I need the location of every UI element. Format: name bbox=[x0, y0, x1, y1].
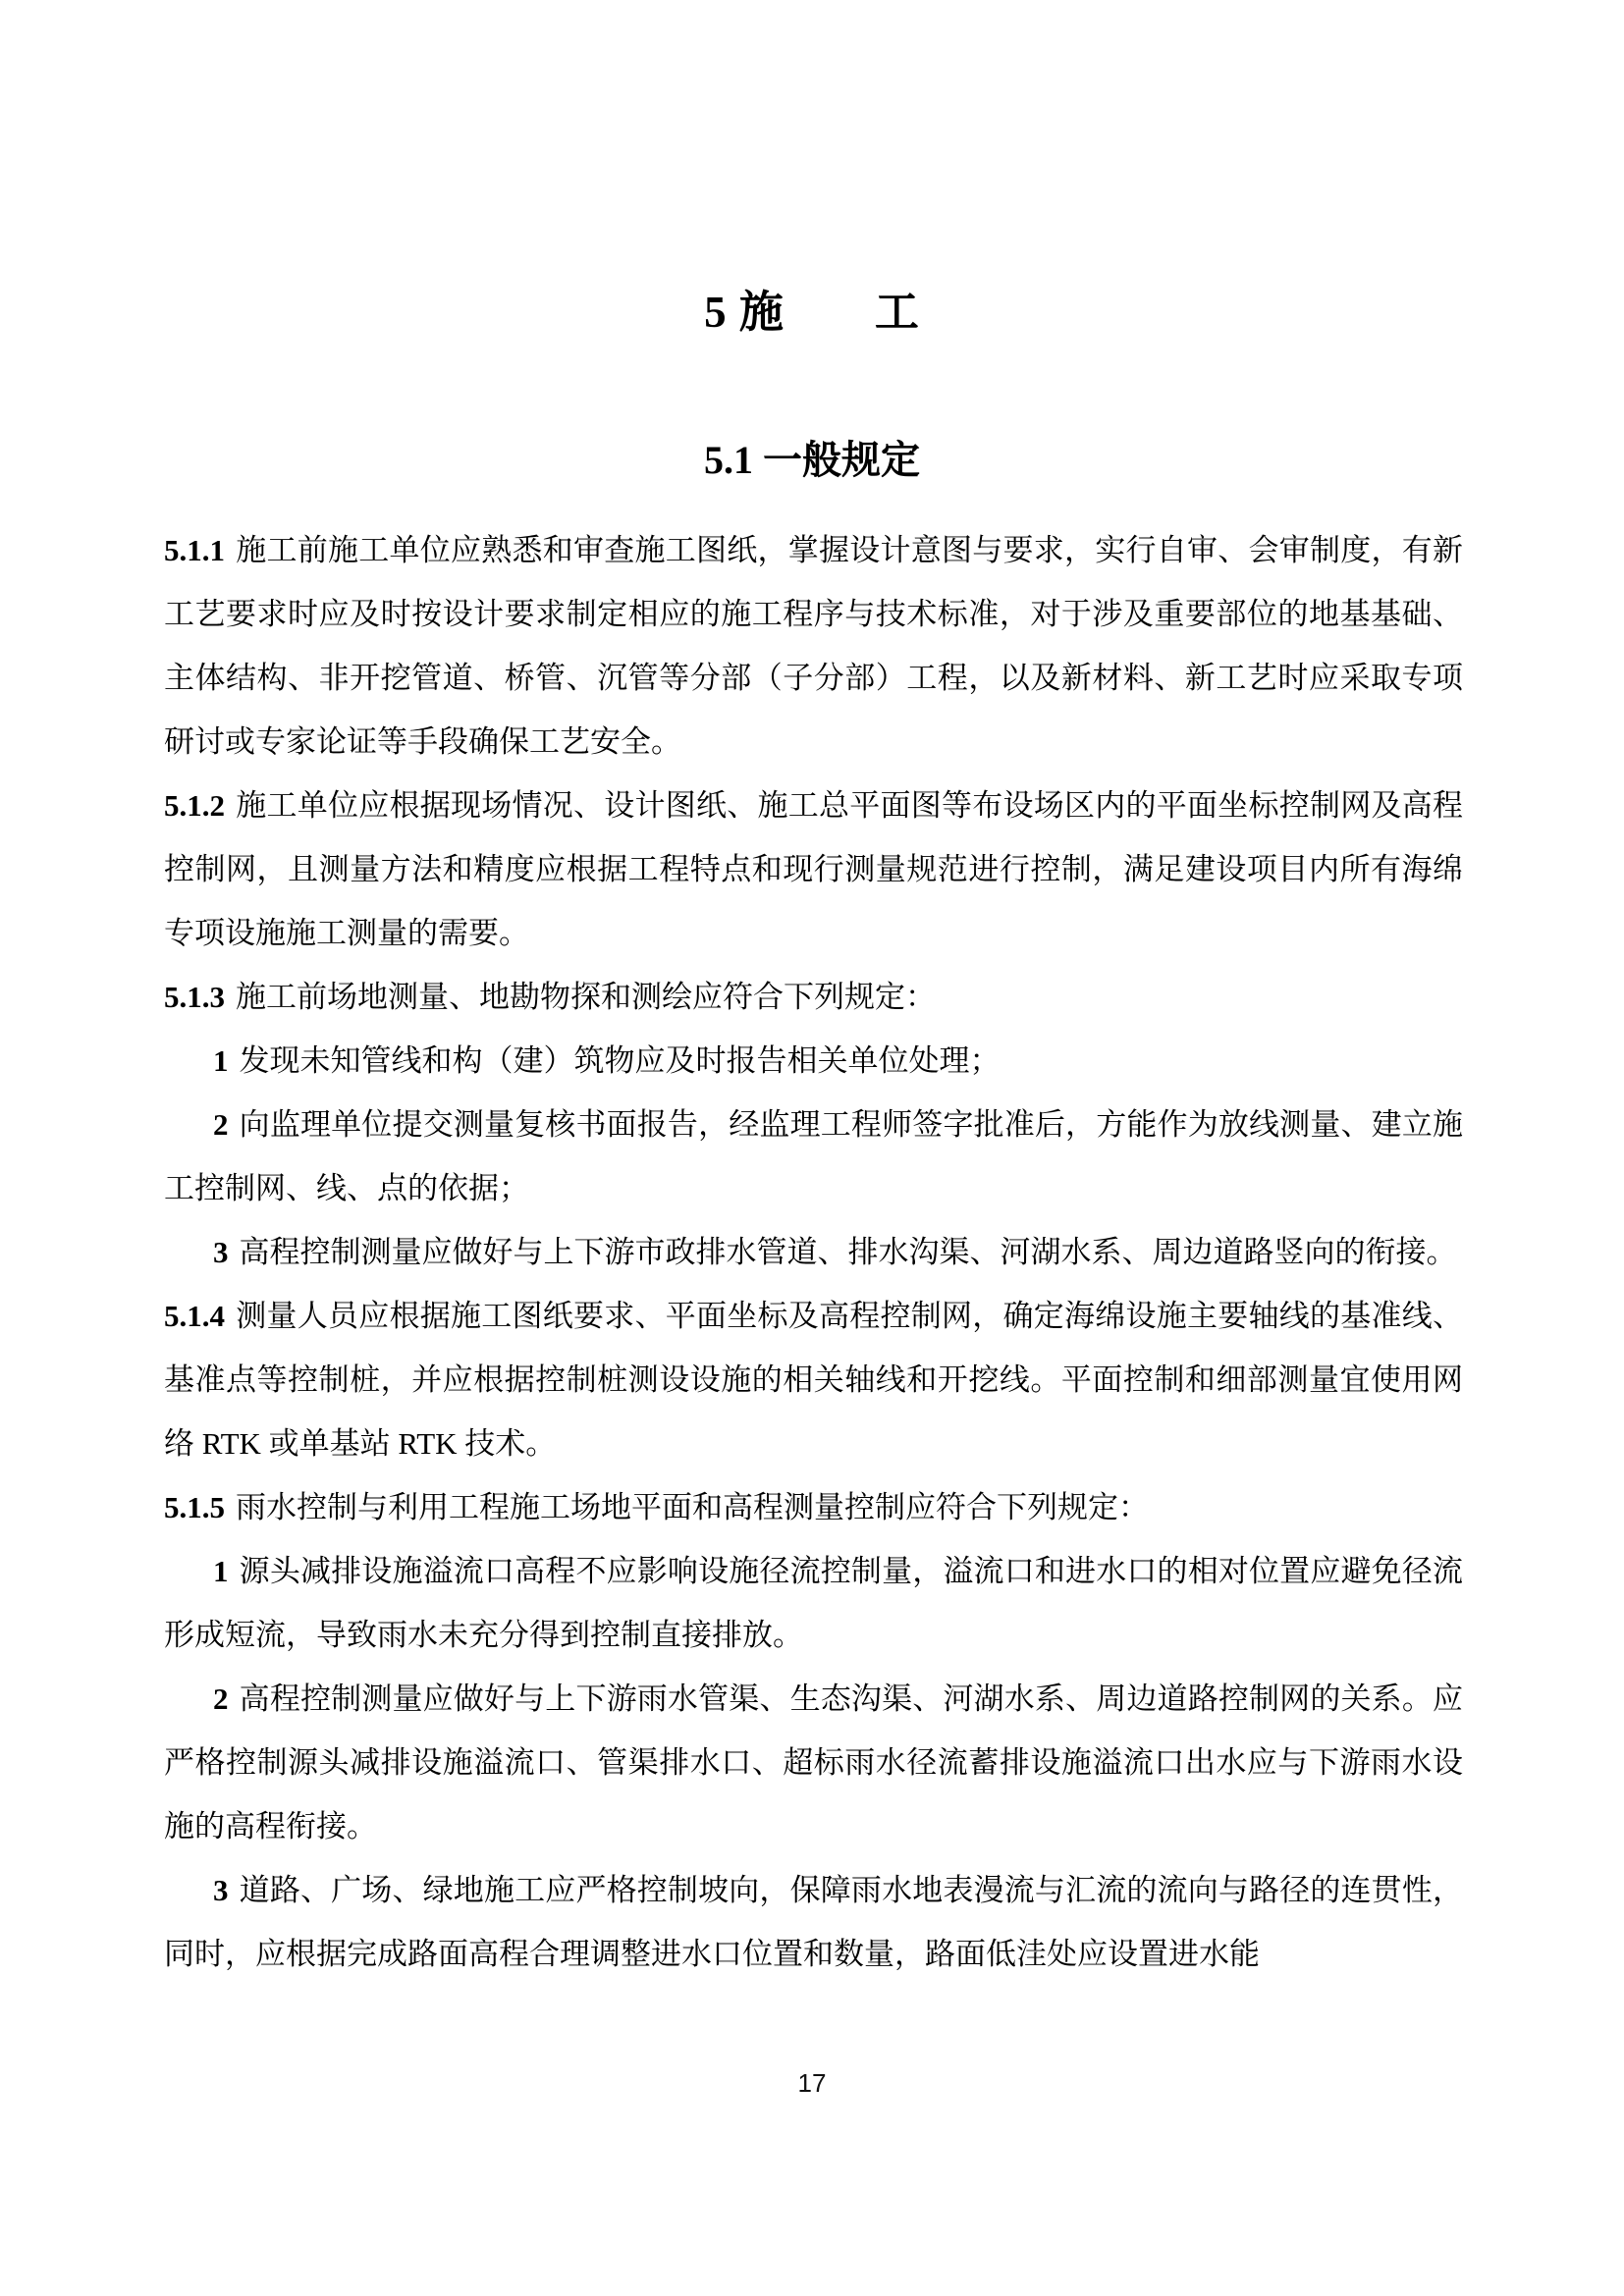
clause-number: 5.1.5 bbox=[164, 1490, 225, 1524]
clause-5-1-5 bbox=[164, 1475, 1463, 1539]
clause-number: 5.1.2 bbox=[164, 788, 225, 823]
clause-5-1-2 bbox=[164, 774, 1463, 965]
item-number: 2 bbox=[213, 1682, 229, 1716]
list-item-2 bbox=[164, 1667, 1463, 1858]
list-item-3 bbox=[164, 1858, 1463, 1986]
clause-text: 施工前场地测量、地勘物探和测绘应符合下列规定： bbox=[236, 980, 936, 1014]
clause-number: 5.1.3 bbox=[164, 980, 225, 1014]
body-text bbox=[164, 518, 1463, 1986]
clause-text: 测量人员应根据施工图纸要求、平面坐标及高程控制网，确定海绵设施主要轴线的基准线、基准点等控制桩，并应根据控制桩测设设施的相关轴线和开挖线。平面控制和细部测量宜使用网络 RTK 或单基站 RTK 技术。 bbox=[164, 1299, 1463, 1461]
clause-text: 施工单位应根据现场情况、设计图纸、施工总平面图等布设场区内的平面坐标控制网及高程控制网，且测量方法和精度应根据工程特点和现行测量规范进行控制，满足建设项目内所有海绵专项设施施工测量的需要。 bbox=[164, 788, 1463, 950]
page-number: 17 bbox=[797, 2068, 827, 2098]
item-text: 源头减排设施溢流口高程不应影响设施径流控制量，溢流口和进水口的相对位置应避免径流形成短流，导致雨水未充分得到控制直接排放。 bbox=[164, 1554, 1463, 1652]
item-text: 高程控制测量应做好与上下游雨水管渠、生态沟渠、河湖水系、周边道路控制网的关系。应严格控制源头减排设施溢流口、管渠排水口、超标雨水径流蓄排设施溢流口出水应与下游雨水设施的高程衔接。 bbox=[164, 1682, 1463, 1843]
item-text: 发现未知管线和构（建）筑物应及时报告相关单位处理； bbox=[239, 1043, 1001, 1078]
chapter-title: 5 施 工 bbox=[704, 288, 920, 338]
list-item-2 bbox=[164, 1093, 1463, 1220]
section-title: 5.1 一般规定 bbox=[704, 438, 920, 483]
item-number: 2 bbox=[213, 1107, 229, 1142]
clause-number: 5.1.1 bbox=[164, 533, 225, 567]
list-item-3 bbox=[164, 1220, 1463, 1284]
item-number: 3 bbox=[213, 1873, 229, 1907]
item-number: 1 bbox=[213, 1554, 229, 1588]
item-text: 高程控制测量应做好与上下游市政排水管道、排水沟渠、河湖水系、周边道路竖向的衔接。 bbox=[239, 1235, 1457, 1269]
clause-5-1-4 bbox=[164, 1284, 1463, 1475]
list-item-1 bbox=[164, 1029, 1463, 1093]
clause-5-1-3 bbox=[164, 965, 1463, 1029]
item-number: 1 bbox=[213, 1043, 229, 1078]
clause-5-1-1 bbox=[164, 518, 1463, 774]
clause-text: 施工前施工单位应熟悉和审查施工图纸，掌握设计意图与要求，实行自审、会审制度，有新工艺要求时应及时按设计要求制定相应的施工程序与技术标准，对于涉及重要部位的地基基础、主体结构、非开挖管道、桥管、沉管等分部（子分部）工程，以及新材料、新工艺时应采取专项研讨或专家论证等手段确保工艺安全。 bbox=[164, 533, 1463, 759]
clause-text: 雨水控制与利用工程施工场地平面和高程测量控制应符合下列规定： bbox=[236, 1490, 1149, 1524]
clause-number: 5.1.4 bbox=[164, 1299, 225, 1333]
item-number: 3 bbox=[213, 1235, 229, 1269]
item-text: 向监理单位提交测量复核书面报告，经监理工程师签字批准后，方能作为放线测量、建立施工控制网、线、点的依据； bbox=[164, 1107, 1463, 1205]
item-text: 道路、广场、绿地施工应严格控制坡向，保障雨水地表漫流与汇流的流向与路径的连贯性，同时，应根据完成路面高程合理调整进水口位置和数量，路面低洼处应设置进水能 bbox=[164, 1873, 1463, 1971]
list-item-1 bbox=[164, 1539, 1463, 1667]
